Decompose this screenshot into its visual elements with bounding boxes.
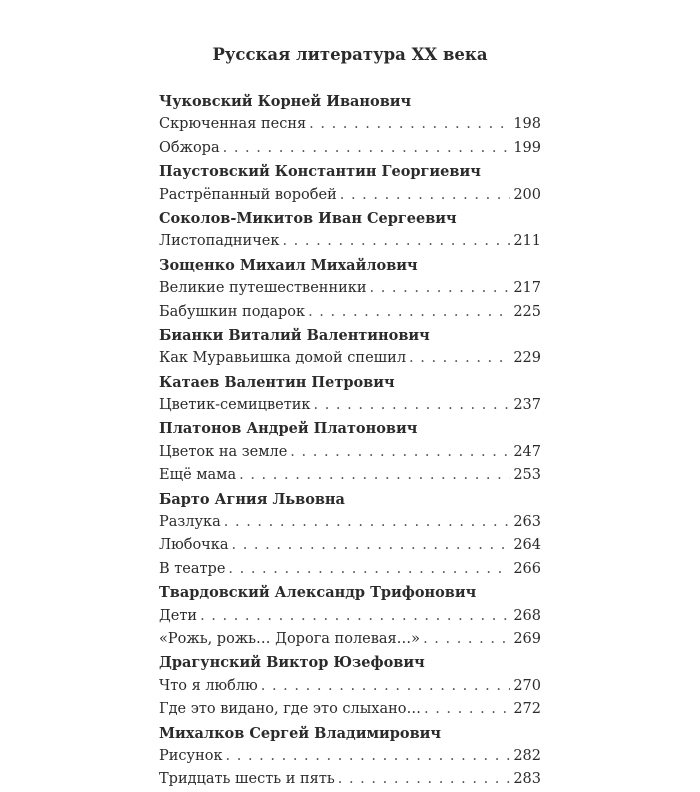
toc-entry (159, 511, 541, 534)
toc-entry-page-number: 225 (513, 303, 541, 320)
toc-entry (159, 745, 541, 768)
dot-leader (228, 558, 510, 581)
toc-entry-page-number: 268 (513, 607, 541, 624)
toc-entry-title: Скрюченная песня (159, 116, 307, 133)
toc-entry (159, 137, 541, 160)
toc-entry-page-number: 272 (513, 701, 541, 718)
toc-entry-page-number: 211 (513, 233, 541, 250)
toc-entry-page-number: 264 (513, 537, 541, 554)
toc-entry-title: Рисунок (159, 747, 223, 764)
page-title: Русская литература XX века (212, 45, 488, 64)
dot-leader (282, 230, 510, 253)
dot-leader (340, 184, 510, 207)
toc-entry (159, 184, 541, 207)
toc-entry (159, 628, 541, 651)
dot-leader (338, 768, 510, 791)
toc-entry-title: Обжора (159, 139, 220, 156)
toc-author-heading: Бианки Виталий Валентинович (159, 326, 430, 344)
toc-entry-title: Как Муравьишка домой спешил (159, 350, 407, 367)
toc-entry-page-number: 199 (513, 139, 541, 156)
toc-author-heading: Паустовский Константин Георгиевич (159, 163, 481, 181)
dot-leader (226, 745, 510, 768)
toc-entry-title: Цветик-семицветик (159, 397, 311, 414)
toc-entry-page-number: 217 (513, 280, 541, 297)
toc-entry-title: «Рожь, рожь… Дорога полевая…» (159, 630, 421, 647)
toc-entry (159, 277, 541, 300)
dot-leader (409, 347, 510, 370)
toc-entry-page-number: 253 (513, 467, 541, 484)
dot-leader (424, 698, 510, 721)
dot-leader (309, 113, 510, 136)
dot-leader (231, 534, 510, 557)
toc-entry-page-number: 266 (513, 560, 541, 577)
toc-author-heading: Твардовский Александр Трифонович (159, 584, 477, 602)
toc-entry (159, 698, 541, 721)
toc-author-heading: Катаев Валентин Петрович (159, 373, 395, 391)
dot-leader (224, 511, 510, 534)
toc-entry (159, 394, 541, 417)
toc-author-heading: Михалков Сергей Владимирович (159, 724, 442, 742)
toc-entry-page-number: 269 (513, 630, 541, 647)
toc-entry-page-number: 198 (513, 116, 541, 133)
toc-entry-title: Ещё мама (159, 467, 237, 484)
dot-leader (370, 277, 511, 300)
toc-author-heading: Чуковский Корней Иванович (159, 93, 412, 110)
toc-entry (159, 301, 541, 324)
dot-leader (239, 464, 510, 487)
toc-entry-title: Растрёпанный воробей (159, 186, 337, 203)
dot-leader (261, 675, 510, 698)
toc-entry (159, 464, 541, 487)
toc-entry (159, 558, 541, 581)
toc-entry-page-number: 247 (513, 443, 541, 460)
toc-author-heading: Соколов-Микитов Иван Сергеевич (159, 209, 457, 227)
toc-entry (159, 605, 541, 628)
toc-entry-page-number: 282 (513, 747, 541, 764)
dot-leader (308, 301, 510, 324)
dot-leader (200, 605, 510, 628)
toc-entry-title: Тридцать шесть и пять (159, 771, 335, 788)
toc-entry (159, 441, 541, 464)
toc-entry-title: Любочка (159, 537, 229, 554)
dot-leader (223, 137, 510, 160)
toc-entry-title: Бабушкин подарок (159, 303, 306, 320)
toc-entry-title: Разлука (159, 514, 221, 531)
toc-entry-page-number: 237 (513, 397, 541, 414)
toc-author-heading: Барто Агния Львовна (159, 490, 345, 508)
toc-author-heading: Драгунский Виктор Юзефович (159, 654, 425, 672)
toc-entry-title: Листопадничек (159, 233, 280, 250)
toc-entry-title: Великие путешественники (159, 280, 367, 297)
toc-entry-page-number: 283 (513, 771, 541, 788)
toc-author-heading: Платонов Андрей Платонович (159, 420, 418, 438)
toc-entry (159, 534, 541, 557)
toc-entry-page-number: 200 (513, 186, 541, 203)
toc-entry-page-number: 229 (513, 350, 541, 367)
toc-entry-page-number: 263 (513, 514, 541, 531)
toc-entry-page-number: 270 (513, 677, 541, 694)
toc-entry-title: Где это видано, где это слыхано… (159, 701, 421, 718)
toc-entry-title: Дети (159, 607, 198, 624)
table-of-contents (159, 90, 541, 792)
toc-entry (159, 230, 541, 253)
toc-entry-title: Что я люблю (159, 677, 258, 694)
dot-leader (423, 628, 510, 651)
toc-entry-title: Цветок на земле (159, 443, 288, 460)
toc-author-heading: Зощенко Михаил Михайлович (159, 256, 418, 274)
toc-entry (159, 113, 541, 136)
dot-leader (314, 394, 511, 417)
toc-entry (159, 675, 541, 698)
toc-entry (159, 347, 541, 370)
toc-entry-title: В театре (159, 560, 226, 577)
dot-leader (290, 441, 510, 464)
toc-entry (159, 768, 541, 791)
